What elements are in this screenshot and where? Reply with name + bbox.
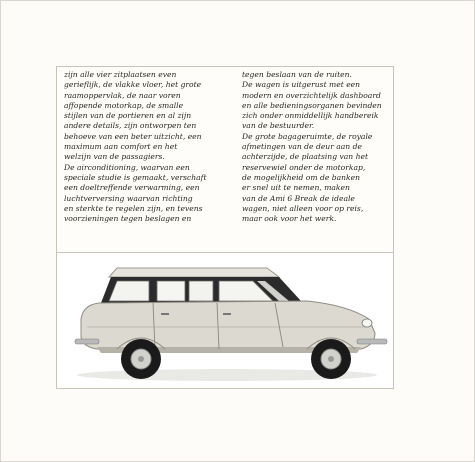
text-line: modern en overzichtelijk dashboard — [242, 90, 381, 100]
text-line: behoeve van een beter uitzicht, een — [64, 131, 202, 141]
text-line: de mogelijkheid om de banken — [242, 172, 361, 182]
car-roof — [109, 268, 279, 277]
citroen-ami6-break-illustration — [57, 253, 394, 389]
text-line: er snel uit te nemen, maken — [242, 183, 350, 193]
text-line: raamoppervlak, de naar voren — [64, 90, 181, 100]
rear-hub-center — [138, 356, 144, 362]
text-line: maximum aan comfort en het — [64, 142, 178, 152]
rear-quarter-window — [189, 281, 213, 301]
text-line: en alle bedieningsorganen bevinden — [242, 100, 382, 110]
text-line: stijlen van de portieren en al zijn — [64, 111, 192, 121]
left-text-column — [64, 70, 232, 224]
front-hub-center — [328, 356, 334, 362]
text-line: een doeltreffende verwarming, een — [64, 183, 200, 193]
text-line: van de Ami 6 Break de ideale — [242, 193, 355, 203]
text-line: van de bestuurder. — [242, 121, 315, 131]
rear-bumper — [75, 339, 99, 344]
text-line: De grote bagageruimte, de royale — [242, 131, 373, 141]
text-line: reservewiel onder de motorkap, — [242, 162, 366, 172]
text-line: voorzieningen tegen beslagen en — [64, 214, 192, 224]
text-line: achterzijde, de plaatsing van het — [242, 152, 369, 162]
right-text-column — [242, 70, 390, 224]
text-line: gerieflijk, de vlakke vloer, het grote — [64, 80, 202, 90]
text-panel — [56, 66, 394, 253]
text-line: speciale studie is gemaakt, verschaft — [64, 172, 207, 182]
front-bumper — [357, 339, 387, 344]
text-line: wagen, niet alleen voor op reis, — [242, 203, 364, 213]
text-line: De airconditioning, waarvan een — [64, 162, 190, 172]
headlight — [362, 319, 372, 327]
text-line: zijn alle vier zitplaatsen even — [64, 70, 177, 79]
car-photo — [56, 253, 394, 389]
text-line: afmetingen van de deur aan de — [242, 142, 362, 152]
rear-door-handle — [161, 313, 169, 315]
text-line: andere details, zijn ontworpen ten — [64, 121, 197, 131]
text-line: zich onder onmiddellijk handbereik — [242, 111, 379, 121]
rear-door-window — [157, 281, 185, 301]
text-line: De wagen is uitgerust met een — [242, 80, 361, 90]
text-line: affopende motorkap, de smalle — [64, 100, 184, 110]
text-line: tegen beslaan van de ruiten. — [242, 70, 352, 79]
text-line: en sterkte te regelen zijn, en tevens — [64, 203, 203, 213]
text-line: welzijn van de passagiers. — [64, 152, 165, 162]
text-line: luchtverversing waarvan richting — [64, 193, 193, 203]
front-door-handle — [223, 313, 231, 315]
text-line: maar ook voor het werk. — [242, 214, 337, 224]
